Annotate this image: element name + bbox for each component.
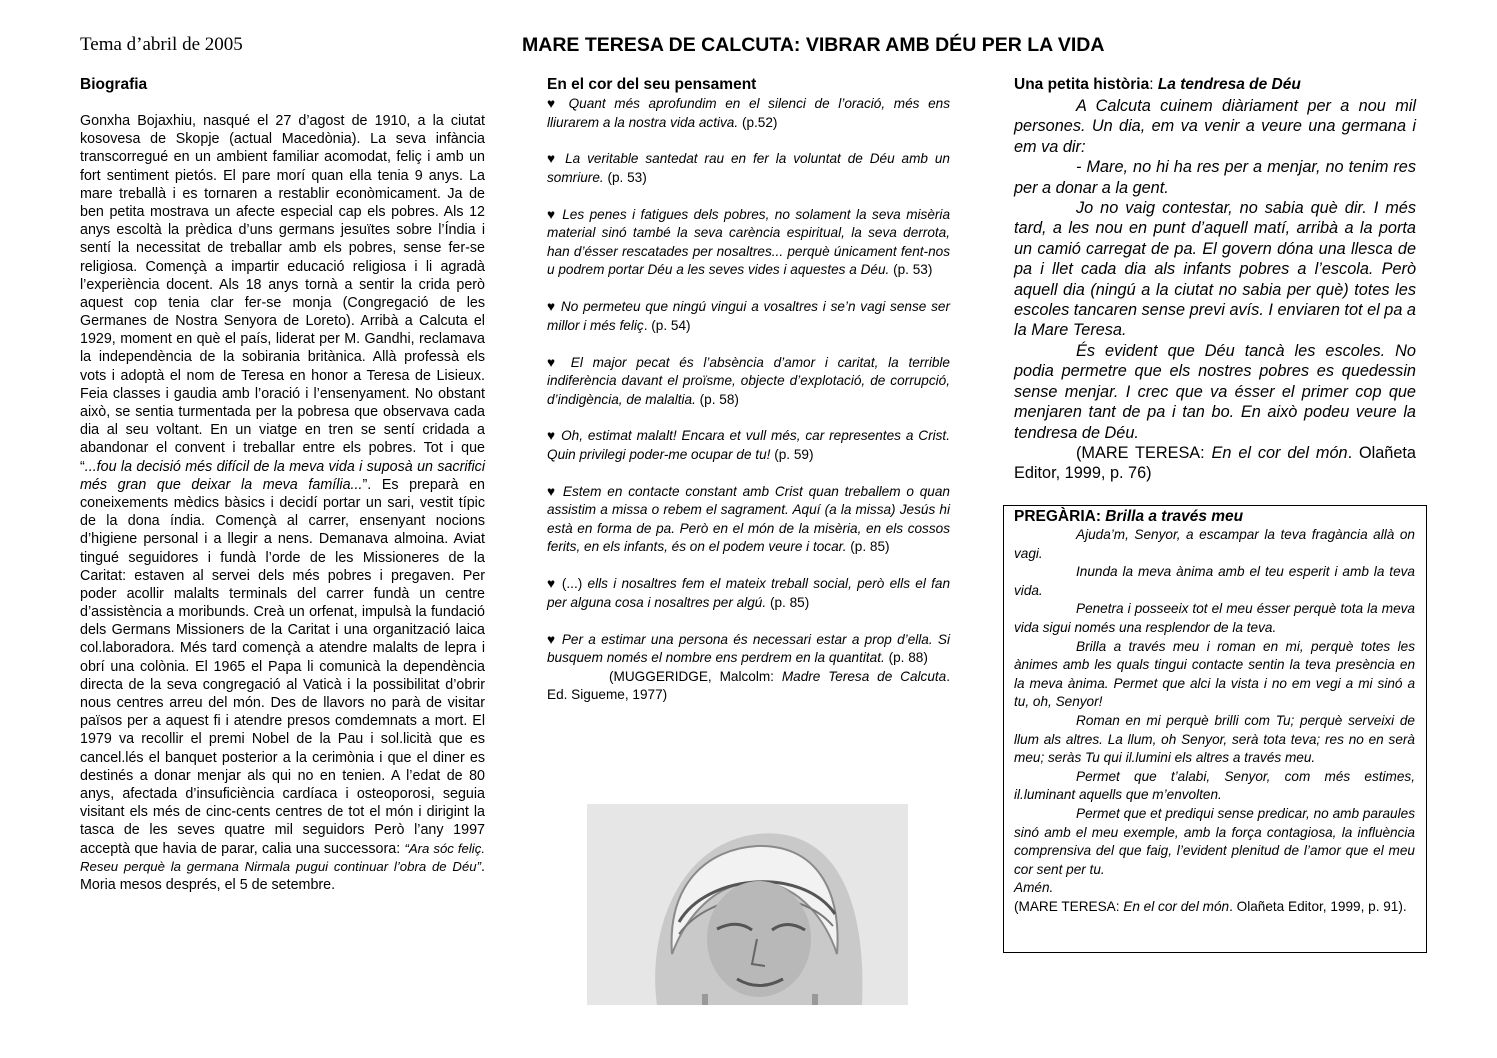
- story-paragraph: - Mare, no hi ha res per a menjar, no tenim res per a donar a la gent.: [1014, 158, 1416, 197]
- biography-quote: “Ara sóc feliç. Reseu perquè la germana Nirmala pugui continuar l’obra de Déu”: [80, 840, 485, 874]
- quotes-column: [547, 76, 950, 705]
- quote-item: ♥ Per a estimar una persona és necessari estar a prop d’ella. Si busquem només el nombre ens perdrem en la quantitat. (p. 88): [547, 631, 950, 666]
- prayer-paragraph: Penetra i posseeix tot el meu ésser perquè tota la meva vida sigui només una resplendor de la teva.: [1014, 601, 1415, 635]
- biography-text-part: . Moria mesos després, el 5 de setembre.: [80, 858, 485, 893]
- biography-text: [80, 112, 485, 894]
- prayer-source: (MARE TERESA: En el cor del món. Olañeta Editor, 1999, p. 91).: [1014, 898, 1407, 914]
- quotes-heading: En el cor del seu pensament: [547, 76, 757, 93]
- heart-bullet-icon: ♥: [547, 483, 558, 499]
- portrait-image: [587, 804, 908, 1005]
- biography-text-part: Gonxha Bojaxhiu, nasqué el 27 d’agost de 1910, a la ciutat kosovesa de Skopje (actual Macedònia). La seva infància transcorregué en un ambient familiar acomodat, feliç i amb un fort sentiment pietós. El pare morí quan ella tenia 9 anys. La mare treballà i es tornaren a restablir econòmicament. Ja de ben petita mostrava un afecte especial cap els pobres. Als 12 anys escoltà la prèdica d’uns germans jesuïtes sobre l’Índia i sentí la necessitat de treballar amb els pobres, sense fer-se religiosa. Començà a impartir educació religiosa i li agradà l’experiència docent. Als 18 anys tornà a sentir la crida però aquest cop tenia clar fer-se monja (Congregació de les Germanes de Nostra Senyora de Loreto). Arribà a Calcuta el 1929, moment en què el país, liderat per M. Gandhi, reclamava la independència de la sobirania britànica. Allà professà els vots i adoptà el nom de Teresa en honor a Teresa de Lisieux. Feia classes i gaudia amb l’oració i l’ensenyament. No obstant això, se sentia turmentada per la pobresa que observava cada dia al seu voltant. En un viatge en tren se sentí cridada a abandonar el convent i treballar entre els pobres. Tot i que “: [80, 113, 485, 475]
- prayer-text: [1014, 526, 1415, 916]
- prayer-paragraph: Inunda la meva ànima amb el teu esperit i amb la teva vida.: [1014, 564, 1415, 598]
- heart-bullet-icon: ♥: [547, 354, 562, 370]
- quote-item: ♥ El major pecat és l’absència d’amor i caritat, la terrible indiferència davant el proïsme, objecte d’explotació, de corrupció, d’indigència, de malaltia. (p. 58): [547, 354, 950, 407]
- quote-item: ♥ Les penes i fatigues dels pobres, no solament la seva misèria material sinó també la seva carència espiritual, la seva derrota, han d’ésser rescatades per nosaltres... perquè únicament fent-nos u podrem portar Déu a les seves vides i aquestes a Déu. (p. 53): [547, 206, 951, 278]
- heart-bullet-icon: ♥: [547, 96, 560, 111]
- heart-bullet-icon: ♥: [547, 151, 559, 167]
- quote-item: ♥ No permeteu que ningú vingui a vosaltres i se’n vagi sense ser millor i més feliç. (p. 54): [547, 299, 951, 333]
- quote-item: ♥ (...) ells i nosaltres fem el mateix treball social, però ells el fan per alguna cosa i nosaltres per algú. (p. 85): [547, 576, 951, 610]
- quote-list: [547, 95, 950, 668]
- heart-bullet-icon: ♥: [547, 428, 557, 444]
- story-paragraph: Jo no vaig contestar, no sabia què dir. I més tard, a les nou en punt d’aquell matí, arribà a la porta un camió carregat de pa. El govern dóna una llesca de pa i llet cada dia als infants pobres a l’escola. Però aquell dia (ningú a la ciutat no sabia per què) totes les escoles tancaren sense previ avís. I enviaren tot el pa a la Mare Teresa.: [1014, 199, 1416, 340]
- quote-item: ♥ La veritable santedat rau en fer la voluntat de Déu amb un somriure. (p. 53): [547, 151, 950, 185]
- heart-bullet-icon: ♥: [547, 631, 557, 647]
- prayer-amen: Amén.: [1014, 880, 1054, 896]
- story-heading: Una petita història: La tendresa de Déu: [1014, 76, 1301, 93]
- story-paragraph: És evident que Déu tancà les escoles. No podia permetre que els nostres pobres es quedessin sense menjar. I crec que va ésser el primer cop que menjaren tant de pa i tan bo. En això podeu veure la tendresa de Déu.: [1014, 341, 1416, 442]
- portrait-photo: [587, 804, 908, 1005]
- heart-bullet-icon: ♥: [547, 299, 557, 315]
- prayer-box: [1003, 505, 1427, 953]
- prayer-heading: PREGÀRIA: Brilla a través meu: [1014, 508, 1244, 525]
- story-paragraph: A Calcuta cuinem diàriament per a nou mil persones. Un dia, em va venir a veure una germana i em va dir:: [1014, 97, 1416, 156]
- prayer-paragraph: Roman en mi perquè brilli com Tu; perquè serveixi de llum als altres. La llum, oh Senyor, serà tota teva; res no en serà meu; seràs Tu qui il.lumini els altres a través meu.: [1014, 712, 1415, 766]
- quote-item: ♥ Quant més aprofundim en el silenci de l’oració, més ens lliurarem a la nostra vida activa. (p.52): [547, 96, 951, 130]
- biography-heading: Biografia: [80, 76, 148, 93]
- biography-column: [80, 76, 485, 894]
- biography-text-part: ”. Es preparà en coneixements mèdics bàsics i decidí portar un sari, vestit típic de la dona índia. Començà al carrer, ensenyant nocions d’higiene personal i a llegir a nens. Demanava almoina. Aviat tingué seguidores i fundà l’orde de les Missioneres de la Caritat: estaven al servei dels més pobres i pregaven. Per poder acollir malalts terminals del carrer fundà un centre d’assistència a moribunds. Creà un orfenat, impulsà la fundació dels Germans Missioners de la Caritat i una organització laica col.laboradora. Més tard començà a atendre malalts de lepra i obrí una colònia. El 1965 el Papa li comunicà la dependència directa de la seva congregació al Vaticà i la possibilitat d’obrir nous centres arreu del món. Des de llavors no parà de visitar països per a aquest fi i atendre presos comdemnats a mort. El 1979 va recollir el premi Nobel de la Pau i sol.licità que es cancel.lés el banquet posterior a la cerimònia i que el diner es destinés a donar menjar als qui no en tenien. A l’edat de 80 anys, afectada d’insuficiència cardíaca i osteoporosi, seguia visitant els més de cinc-cents centres de tot el món i dirigint la tasca de les seves quatre mil seguidors Però l’any 1997 acceptà que havia de parar, calia una successora:: [80, 476, 485, 857]
- story-column: [1014, 76, 1416, 484]
- heart-bullet-icon: ♥: [547, 206, 557, 222]
- prayer-paragraph: Ajuda’m, Senyor, a escampar la teva fragància allà on vagi.: [1014, 527, 1415, 561]
- page-title: MARE TERESA DE CALCUTA: VIBRAR AMB DÉU PER LA VIDA: [522, 34, 1105, 56]
- prayer-paragraph: Brilla a través meu i roman en mi, perquè totes les ànimes amb les quals tingui contacte sentin la teva presència en la meva ànima. Permet que alci la vista i no em vegi a mi sinó a tu, oh, Senyor!: [1014, 638, 1415, 710]
- biography-quote: ...fou la decisió més difícil de la meva vida i suposà un sacrifici més gran que deixar la meva família...: [80, 458, 485, 493]
- story-text: [1014, 96, 1416, 484]
- quote-item: ♥ Estem en contacte constant amb Crist quan treballem o quan assistim a missa o rebem el sagrament. Aquí (a la missa) Jesús hi està en forma de pa. Però en el món de la misèria, en els cossos ferits, en els infants, és on el podem veure i tocar. (p. 85): [547, 483, 950, 555]
- quote-item: ♥ Oh, estimat malalt! Encara et vull més, car representes a Crist. Quin privilegi poder-me ocupar de tu! (p. 59): [547, 428, 950, 462]
- heart-bullet-icon: ♥: [547, 576, 557, 592]
- story-source: (MARE TERESA: En el cor del món. Olañeta Editor, 1999, p. 76): [1014, 443, 1416, 483]
- quotes-source: (MUGGERIDGE, Malcolm: Madre Teresa de Calcuta. Ed. Sigueme, 1977): [547, 668, 950, 703]
- prayer-paragraph: Permet que et prediqui sense predicar, no amb paraules sinó amb el meu exemple, amb la força contagiosa, la influència comprensiva del que faig, l’evident plenitud de l’amor que el meu cor sent per tu.: [1014, 805, 1415, 877]
- prayer-paragraph: Permet que t’alabi, Senyor, com més estimes, il.luminant aquells que m’envolten.: [1014, 768, 1415, 803]
- document-date: Tema d’abril de 2005: [80, 34, 243, 55]
